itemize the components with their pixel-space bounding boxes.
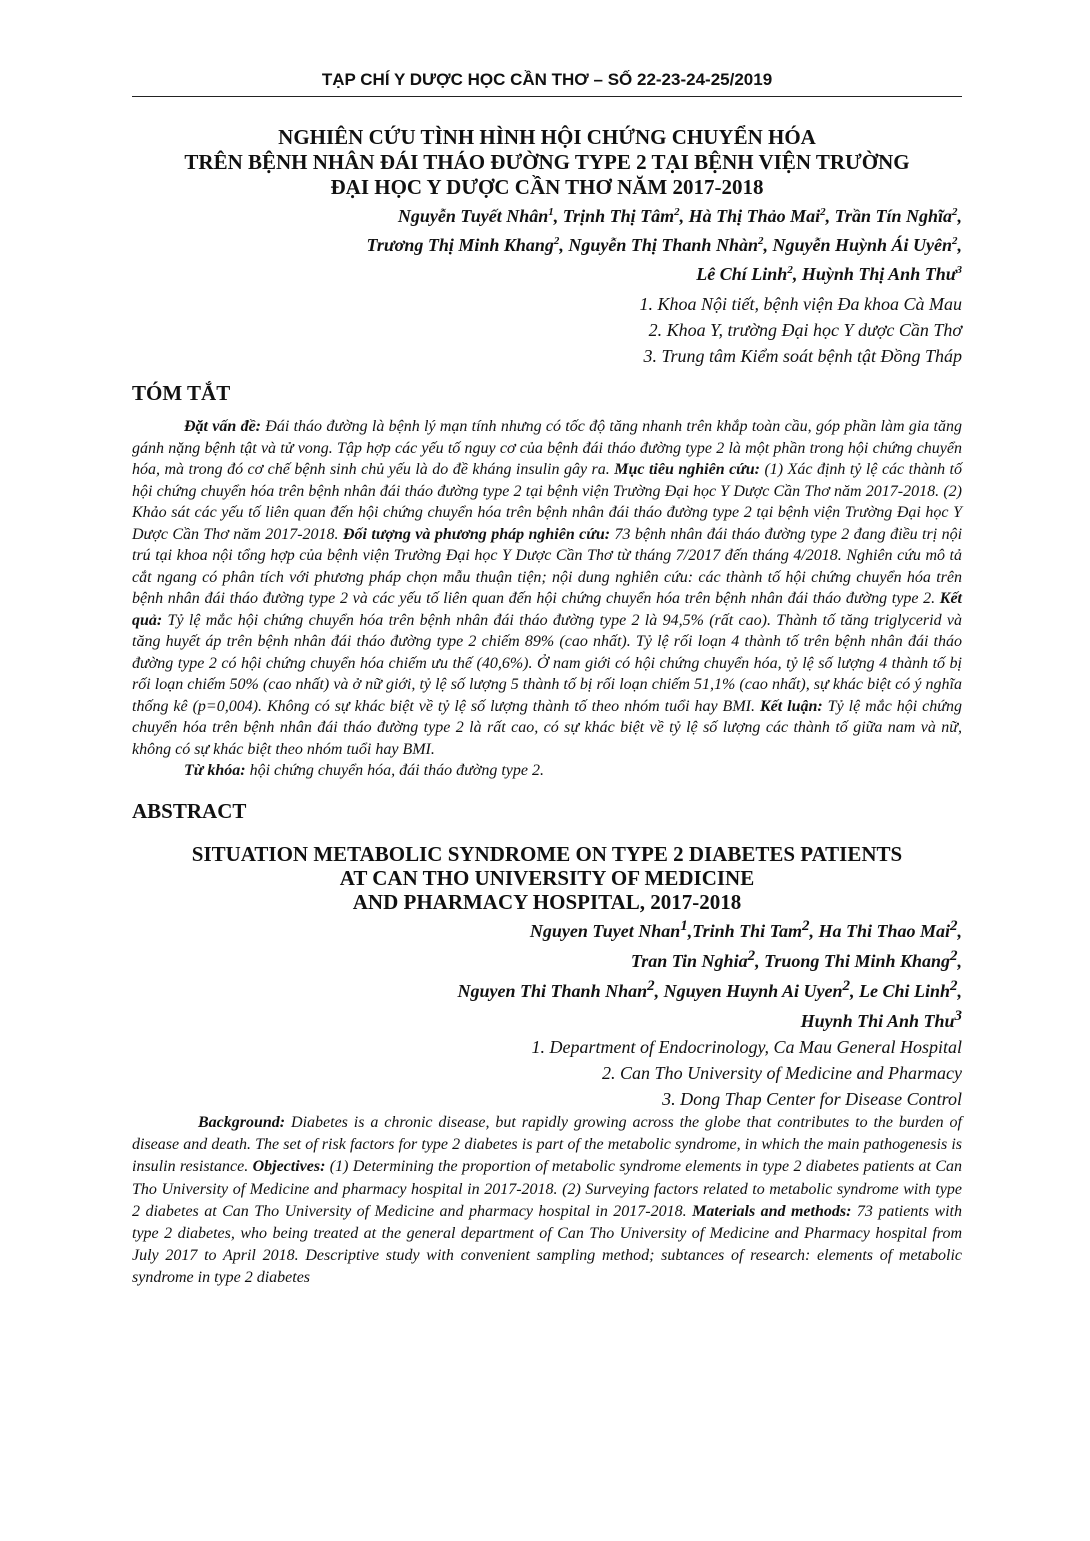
author-name: Trương Thị Minh Khang	[366, 235, 554, 255]
en-title-line: SITUATION METABOLIC SYNDROME ON TYPE 2 DIABETES PATIENTS	[191, 842, 903, 866]
author-name: Trần Tín Nghĩa	[834, 206, 952, 226]
author-name: Nguyen Huynh Ai Uyen	[663, 981, 843, 1001]
author-separator: ,	[792, 264, 802, 284]
author-name: Trịnh Thị Tâm	[562, 206, 675, 226]
author-separator: ,	[957, 981, 962, 1001]
author-affiliation-marker: 2	[952, 206, 958, 218]
author-affiliation-marker: 2	[842, 978, 850, 994]
label-objectives: Mục tiêu nghiên cứu:	[614, 461, 760, 478]
author-affiliation-marker: 2	[952, 235, 958, 247]
en-affiliation: 3. Dong Thap Center for Disease Control	[662, 1089, 962, 1109]
author-affiliation-marker: 2	[820, 206, 826, 218]
author-affiliation-marker: 2	[757, 235, 764, 247]
author-name: Huynh Thi Anh Thu	[800, 1011, 955, 1031]
author-separator: ,	[957, 206, 962, 226]
abstract-heading: ABSTRACT	[132, 799, 247, 823]
author-affiliation-marker: 1	[548, 206, 554, 218]
vi-authors	[132, 200, 962, 287]
vi-author-line	[132, 229, 962, 258]
text-methods: 73 bệnh nhân đái tháo đường type 2 đang điều trị nội trú tại khoa nội tổng hợp của bệnh viện Trường Đại học Y Dược Cần Thơ từ tháng 7/2017 đến tháng 4/2018. Nghiên cứu mô tả cắt ngang có phân tích với phương pháp chọn mẫu thuận tiện; nội dung nghiên cứu: các thành tố hội chứng chuyển hóa trên bệnh nhân đái tháo đường type 2 và các yếu tố liên quan đến hội chứng chuyển hóa trên bệnh nhân đái tháo đường type 2.	[132, 525, 963, 607]
en-title-line: AND PHARMACY HOSPITAL, 2017-2018	[352, 890, 742, 914]
author-name: Hà Thị Thảo Mai	[688, 206, 821, 226]
author-separator: ,	[763, 235, 773, 255]
author-affiliation-marker: 3	[956, 264, 962, 276]
en-author-line	[132, 1004, 962, 1034]
author-separator: ,	[654, 981, 664, 1001]
en-abstract-paragraph	[132, 1112, 962, 1290]
en-title	[132, 842, 962, 914]
vi-title-line: ĐẠI HỌC Y DƯỢC CẦN THƠ NĂM 2017-2018	[330, 175, 764, 199]
author-name: Ha Thi Thao Mai	[818, 921, 950, 941]
text-conclusion: Tỷ lệ mắc hội chứng chuyển hóa trên bệnh nhân đái tháo đường type 2 là rất cao, có sự khác biệt về tỷ lệ số lượng các thành tố giữa nam và nữ, không có sự khác biệt theo nhóm tuổi hay BMI.	[132, 697, 963, 758]
en-title-line: AT CAN THO UNIVERSITY OF MEDICINE	[339, 866, 755, 890]
en-author-line	[132, 944, 962, 974]
label-methods: Đối tượng và phương pháp nghiên cứu:	[342, 525, 611, 543]
vi-affiliation: 3. Trung tâm Kiểm soát bệnh tật Đồng Tháp	[643, 346, 962, 366]
author-separator: ,	[559, 235, 569, 255]
en-affiliations	[132, 1034, 962, 1112]
en-affiliation: 1. Department of Endocrinology, Ca Mau General Hospital	[531, 1037, 962, 1057]
author-name: Lê Chí Linh	[696, 264, 788, 284]
keywords-label: Từ khóa:	[184, 762, 246, 779]
author-affiliation-marker: 2	[950, 918, 958, 934]
label-methods: Materials and methods:	[692, 1202, 852, 1220]
text-background: Đái tháo đường là bệnh lý mạn tính nhưng có tốc độ tăng nhanh trên khắp toàn cầu, góp phần làm gia tăng gánh nặng bệnh tật và tử vong. Tập hợp các yếu tố nguy cơ của bệnh đái tháo đường type 2 là một phần trong hội chứng chuyển hóa, mà trong đó cơ chế bệnh sinh chủ yếu là do đề kháng insulin gây ra.	[132, 418, 962, 478]
label-objectives: Objectives:	[252, 1158, 326, 1176]
en-author-line	[132, 914, 962, 944]
keywords-text: hội chứng chuyển hóa, đái tháo đường type 2.	[245, 762, 544, 779]
author-affiliation-marker: 2	[950, 978, 958, 994]
author-affiliation-marker: 2	[801, 918, 810, 934]
author-name: Truong Thi Minh Khang	[764, 951, 950, 971]
en-author-line	[132, 974, 962, 1004]
author-separator: ,	[679, 206, 689, 226]
vi-summary-paragraph	[132, 416, 962, 760]
author-name: Trinh Thi Tam	[692, 921, 802, 941]
author-affiliation-marker: 3	[954, 1008, 962, 1024]
author-separator: ,	[957, 921, 962, 941]
author-name: Tran Tin Nghia	[630, 951, 748, 971]
author-affiliation-marker: 2	[787, 264, 793, 276]
author-separator: ,	[957, 235, 962, 255]
author-name: Nguyen Tuyet Nhan	[529, 921, 681, 941]
author-name: Nguyễn Thị Thanh Nhàn	[568, 235, 758, 255]
text-objectives: (1) Determining the proportion of metabolic syndrome elements in type 2 diabetes patients at Can Tho University of Medicine and pharmacy hospital in 2017-2018. (2) Surveying factors related to metabolic syndrome with type 2 diabetes at Can Tho University of Medicine and pharmacy hospital in 2017-2018.	[132, 1158, 963, 1220]
vi-author-line	[132, 258, 962, 287]
author-separator: ,	[755, 951, 765, 971]
vi-affiliation: 1. Khoa Nội tiết, bệnh viện Đa khoa Cà Mau	[639, 294, 962, 314]
author-separator: ,	[553, 206, 563, 226]
vi-keywords	[184, 760, 962, 781]
author-name: Nguyễn Huỳnh Ái Uyên	[772, 235, 952, 255]
paper-page	[132, 52, 962, 1290]
vi-affiliations	[132, 291, 962, 369]
vi-affiliation: 2. Khoa Y, trường Đại học Y dược Cần Thơ	[648, 320, 962, 340]
author-separator: ,	[809, 921, 819, 941]
author-name: Nguyen Thi Thanh Nhan	[457, 981, 648, 1001]
author-affiliation-marker: 2	[747, 948, 756, 964]
summary-heading: TÓM TẮT	[132, 381, 231, 405]
text-results: Tỷ lệ mắc hội chứng chuyển hóa trên bệnh nhân đái tháo đường type 2 là 94,5% (rất cao). Thành tố tăng triglycerid và tăng huyết áp trên bệnh nhân đái tháo đường type 2 chiếm 89% (cao nhất). Tỷ lệ rối loạn 4 thành tố trên bệnh nhân đái tháo đường type 2 có hội chứng chuyển hóa chiếm ưu thế (40,6%). Ở nam giới có hội chứng chuyển hóa, tỷ lệ số lượng 4 thành tố bị rối loạn chiếm 50% (cao nhất) và ở nữ giới, tỷ lệ số lượng 5 thành tố bị rối loạn chiếm 51,1% (cao nhất), sự khác biệt có ý nghĩa thống kê (p=0,004). Không có sự khác biệt về tỷ lệ số lượng thành tố theo nhóm tuổi hay BMI.	[132, 611, 962, 715]
author-affiliation-marker: 2	[647, 978, 655, 994]
author-affiliation-marker: 2	[950, 948, 958, 964]
vi-author-line	[132, 200, 962, 229]
text-background: Diabetes is a chronic disease, but rapidly growing across the globe that contributes to the burden of disease and death. The set of risk factors for type 2 diabetes is part of the metabolic syndrome, in which the main pathogenesis is insulin resistance.	[132, 1114, 962, 1176]
author-affiliation-marker: 2	[553, 235, 560, 247]
text-methods: 73 patients with type 2 diabetes, who being treated at the general department of Can Tho University of Medicine and Pharmacy hospital from July 2017 to April 2018. Descriptive study with convenient sampling method; subtances of research: elements of metabolic syndrome in type 2 diabetes	[132, 1202, 962, 1287]
author-separator: ,	[849, 981, 859, 1001]
author-separator: ,	[687, 921, 693, 941]
en-affiliation: 2. Can Tho University of Medicine and Pharmacy	[602, 1063, 962, 1083]
vi-title	[132, 125, 962, 200]
en-authors	[132, 914, 962, 1034]
label-background: Đặt vấn đề:	[184, 418, 262, 435]
author-separator: ,	[825, 206, 835, 226]
journal-header: TẠP CHÍ Y DƯỢC HỌC CẦN THƠ – SỐ 22-23-24-25/2019	[132, 70, 962, 97]
vi-title-line: NGHIÊN CỨU TÌNH HÌNH HỘI CHỨNG CHUYỂN HÓA	[278, 125, 816, 149]
label-results: Kết quả:	[132, 590, 962, 629]
author-affiliation-marker: 2	[674, 206, 680, 218]
author-name: Le Chi Linh	[858, 981, 950, 1001]
label-background: Background:	[198, 1114, 286, 1131]
vi-title-line: TRÊN BỆNH NHÂN ĐÁI THÁO ĐƯỜNG TYPE 2 TẠI BỆNH VIỆN TRƯỜNG	[184, 150, 910, 174]
label-conclusion: Kết luận:	[759, 697, 823, 715]
author-affiliation-marker: 1	[680, 918, 688, 934]
text-objectives: (1) Xác định tỷ lệ các thành tố hội chứng chuyển hóa trên bệnh nhân đái tháo đường type 2 tại bệnh viện Trường Đại học Y Dược Cần Thơ năm 2017-2018. (2) Khảo sát các yếu tố liên quan đến hội chứng chuyển hóa trên bệnh nhân đái tháo đường type 2 tại bệnh viện Trường Đại học Y Dược Cần Thơ năm 2017-2018.	[132, 461, 962, 543]
author-separator: ,	[957, 951, 962, 971]
author-name: Nguyễn Tuyết Nhân	[397, 206, 549, 226]
author-name: Huỳnh Thị Anh Thư	[801, 264, 957, 284]
